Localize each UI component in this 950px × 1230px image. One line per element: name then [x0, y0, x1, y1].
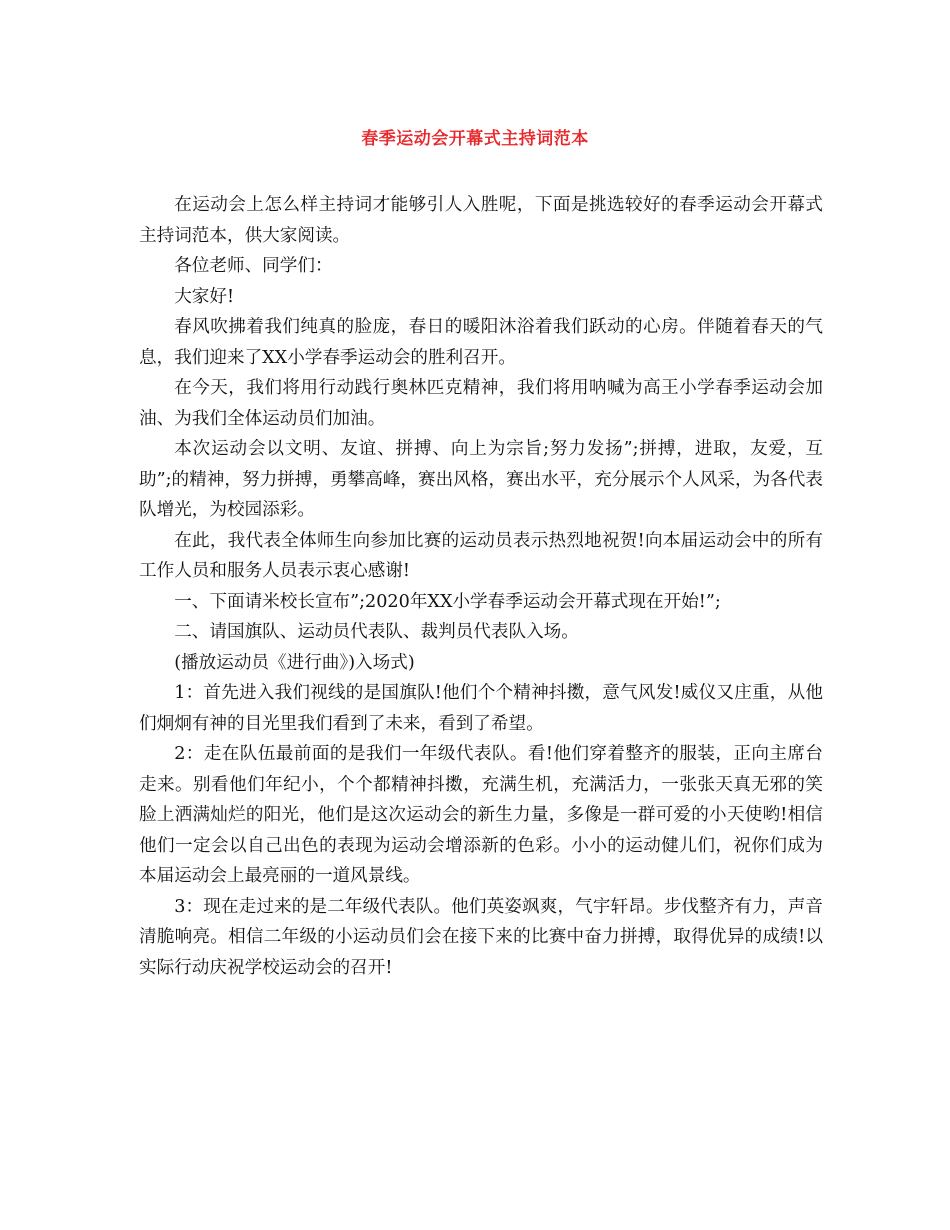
paragraph-greeting: 大家好! [174, 286, 235, 307]
paragraph-spring-wind: 春风吹拂着我们纯真的脸庞，春日的暖阳沐浴着我们跃动的心房。伴随着春天的气息，我们迎来了XX小学春季运动会的胜利召开。 [139, 317, 823, 368]
paragraph-intro: 在运动会上怎么样主持词才能够引人入胜呢，下面是挑选较好的春季运动会开幕式主持词范本，供大家阅读。 [139, 195, 823, 246]
paragraph-music: (播放运动员《进行曲》)入场式) [174, 652, 415, 673]
paragraph-purpose: 本次运动会以文明、友谊、拼搏、向上为宗旨;努力发扬”;拼搏，进取，友爱，互助”;的精神，努力拼搏，勇攀高峰，赛出风格，赛出水平，充分展示个人风采，为各代表队增光，为校园添彩。 [139, 439, 823, 520]
paragraph-congratulations: 在此，我代表全体师生向参加比赛的运动员表示热烈地祝贺!向本届运动会中的所有工作人员和服务人员表示衷心感谢! [139, 530, 823, 581]
document-body [139, 190, 823, 983]
paragraph-olympic-spirit: 在今天，我们将用行动践行奥林匹克精神，我们将用呐喊为高王小学春季运动会加油、为我们全体运动员们加油。 [139, 378, 823, 429]
paragraph-entrance: 二、请国旗队、运动员代表队、裁判员代表队入场。 [174, 622, 579, 642]
document-title: 春季运动会开幕式主持词范本 [361, 129, 589, 149]
paragraph-grade-one: 2：走在队伍最前面的是我们一年级代表队。看!他们穿着整齐的服装，正向主席台走来。别看他们年纪小，个个都精神抖擞，充满生机，充满活力，一张张天真无邪的笑脸上洒满灿烂的阳光，他们是这次运动会的新生力量，多像是一群可爱的小天使哟!相信他们一定会以自己出色的表现为运动会增添新的色彩。小小的运动健儿们，祝你们成为本届运动会上最亮丽的一道风景线。 [139, 744, 823, 886]
paragraph-announcement: 一、下面请米校长宣布”;2020年XX小学春季运动会开幕式现在开始!”; [174, 591, 721, 612]
paragraph-grade-two: 3：现在走过来的是二年级代表队。他们英姿飒爽，气宇轩昂。步伐整齐有力，声音清脆响亮。相信二年级的小运动员们会在接下来的比赛中奋力拼搏，取得优异的成绩!以实际行动庆祝学校运动会的召开! [139, 896, 823, 978]
paragraph-salutation: 各位老师、同学们： [174, 256, 333, 276]
paragraph-flag-team: 1：首先进入我们视线的是国旗队!他们个个精神抖擞，意气风发!威仪又庄重，从他们炯炯有神的目光里我们看到了未来，看到了希望。 [139, 683, 823, 734]
